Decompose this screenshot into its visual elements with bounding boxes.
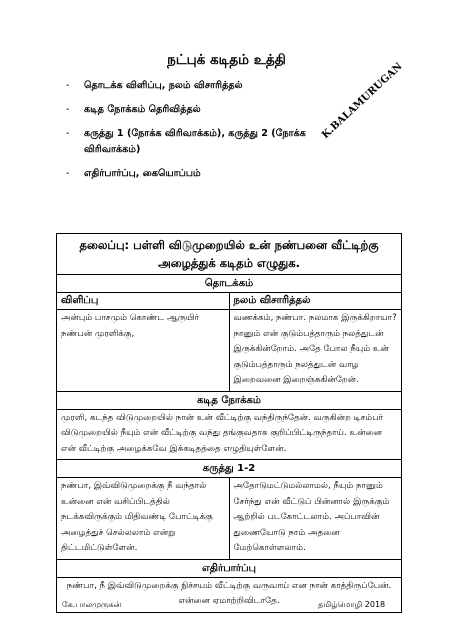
strategy-list [64,78,364,190]
letter-table [56,233,402,613]
footer-subject: தமிழ்மொழி 2018 [318,600,386,609]
wellbeing-text: வணக்கம், நண்பா. நலமாக இருக்கிறாயா? நானும் என் குடும்பத்தாரும் நலத்துடன் இருக்கின்றோம். அதே போல நீயும் உன் குடும்பத்தாரும் நலத்துடன் வாழ இறைவனை இறைஞ்சுகின்றேன். [229,310,402,392]
section-title-points: கருத்து 1-2 [57,460,402,478]
footer-author: கே.பாலமுருகன் [62,600,122,609]
purpose-text: முரளி, கடந்த விடுமுறையில் நான் உன் வீட்டிற்கு வந்திருந்தேன். வருகின்ற டிசம்பர் விடுமுறையில் நீயும் என் வீட்டிற்கு வந்து தங்குவதாக குறிப்பிட்டிருந்தாய். உன்னை என் வீட்டிற்கு அழைக்கவே இக்கடிதத்தை எழுதியுள்ளேன். [57,409,402,460]
section-title-opening: தொடக்கம் [57,275,402,293]
point-1-text: நண்பா, இவ்விடுமுறைக்கு நீ வந்தால் உன்னை என் வசிப்பிடத்தில் நடக்கவிருக்கும் மிதிவண்டி போட்டிக்கு அழைத்துச் செல்லலாம் என்று திட்டமிட்டுள்ளேன். [57,478,230,560]
list-item: - எதிர்பார்ப்பு, கையொப்பம் [64,166,364,182]
wellbeing-label: நலம் விசாரித்தல் [229,293,402,310]
list-item: - கடித நோக்கம் தெரிவித்தல் [64,102,364,118]
page-title: நட்புக் கடிதம் உத்தி [167,52,286,68]
table-heading: தலைப்பு: பள்ளி விடுமுறையில் உன் நண்பனை வீட்டிற்கு அழைத்துக் கடிதம் எழுதுக. [57,234,402,275]
greeting-label: விளிப்பு [57,293,230,310]
section-title-purpose: கடித நோக்கம் [57,391,402,409]
point-2-text: அதோடுமட்டுமல்லாமல், நீயும் நானும் சேர்ந்து என் வீட்டுப் பின்னால் இருக்கும் ஆற்றில் படகோட்டலாம். அப்பாவின் துணையோடு நாம் அதனை மேற்கொள்ளலாம். [229,478,402,560]
list-item: - தொடக்க விளிப்பு, நலம் விசாரித்தல் [64,78,364,94]
section-title-expectation: எதிர்பார்ப்பு [57,559,402,577]
author-stamp: K.BALAMURUGAN [320,61,405,142]
list-item: - கருத்து 1 (நோக்க விரிவாக்கம்), கருத்து 2 (நோக்க விரிவாக்கம்) [64,126,364,158]
expectation-text: நண்பா, நீ இவ்விடுமுறைக்கு நிச்சயம் வீட்டிற்கு வருவாய் என நான் காத்திருப்பேன். என்னை ஏமாற்றிவிடாதே. [57,577,402,612]
greeting-text: அன்பும் பாசமும் கொண்ட ஆருயிர் நண்பன் முரளிக்கு, [57,310,230,392]
